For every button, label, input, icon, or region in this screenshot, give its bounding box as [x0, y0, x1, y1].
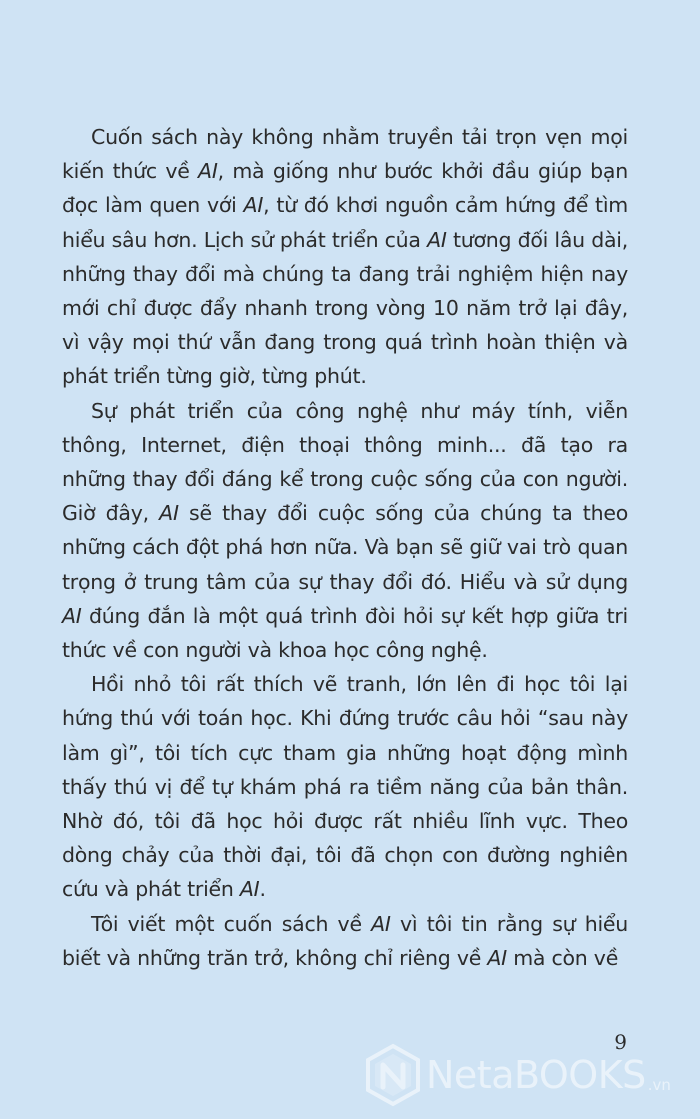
page-number: 9: [614, 1030, 627, 1054]
watermark-logo: [364, 1042, 671, 1108]
italic-term: AI: [198, 159, 218, 184]
watermark-text: NetaBOOKS: [426, 1053, 646, 1097]
text-run: vì tôi tin rằng sự hiểu biết và những trăn trở, không chỉ riêng về: [62, 911, 628, 970]
body-paragraph: [62, 667, 628, 906]
book-page-body: [62, 120, 628, 975]
text-run: Tôi viết một cuốn sách về: [91, 911, 372, 936]
text-run: .: [259, 877, 266, 902]
text-run: tương đối lâu dài, những thay đổi mà chúng ta đang trải nghiệm hiện nay mới chỉ được đẩy nhanh trong vòng 10 năm trở lại đây, vì vậy mọi thứ vẫn đang trong quá trình hoàn thiện và phát triển từng giờ, từng phút.: [62, 227, 628, 389]
italic-term: AI: [371, 911, 391, 936]
body-paragraph: [62, 120, 628, 394]
text-run: Hồi nhỏ tôi rất thích vẽ tranh, lớn lên đi học tôi lại hứng thú với toán học. Khi đứng trước câu hỏi “sau này làm gì”, tôi tích cực tham gia những hoạt động mình thấy thú vị để tự khám phá ra tiềm năng của bản thân. Nhờ đó, tôi đã học hỏi được rất nhiều lĩnh vực. Theo dòng chảy của thời đại, tôi đã chọn con đường nghiên cứu và phát triển: [62, 672, 628, 902]
text-run: đúng đắn là một quá trình đòi hỏi sự kết hợp giữa tri thức về con người và khoa học công nghệ.: [62, 603, 628, 663]
text-run: Sự phát triển của công nghệ như máy tính, viễn thông, Internet, điện thoại thông minh... đã tạo ra những thay đổi đáng kể trong cuộc sống của con người. Giờ đây,: [62, 398, 628, 526]
hexagon-n-logo-icon: [364, 1043, 422, 1107]
body-paragraph: [62, 394, 628, 668]
text-run: mà còn về: [506, 945, 619, 970]
text-run: sẽ thay đổi cuộc sống của chúng ta theo những cách đột phá hơn nữa. Và bạn sẽ giữ vai trò quan trọng ở trung tâm của sự thay đổi đó. Hiểu và sử dụng: [62, 501, 628, 594]
italic-term: AI: [427, 227, 447, 252]
italic-term: AI: [487, 945, 507, 970]
text-run: , từ đó khơi nguồn cảm hứng để tìm hiểu sâu hơn. Lịch sử phát triển của: [62, 193, 628, 252]
italic-term: AI: [159, 501, 179, 526]
text-run: Cuốn sách này không nhằm truyền tải trọn vẹn mọi kiến thức về: [62, 125, 628, 184]
italic-term: AI: [239, 877, 260, 902]
watermark-suffix: .vn: [647, 1076, 671, 1094]
body-paragraph: [62, 907, 628, 975]
text-run: , mà giống như bước khởi đầu giúp bạn đọc làm quen với: [62, 159, 628, 218]
italic-term: AI: [62, 603, 82, 628]
italic-term: AI: [243, 193, 264, 218]
